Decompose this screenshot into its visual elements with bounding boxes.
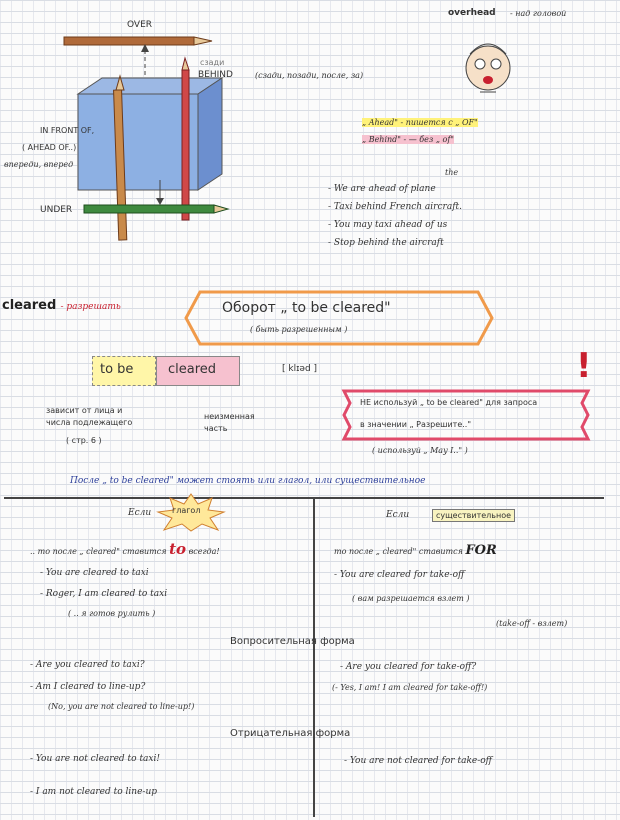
exclamation-mark: ! (576, 346, 592, 386)
label-in-front-of: IN FRONT OF, (40, 126, 95, 135)
cleared-heading (2, 298, 121, 313)
depends-note-2: числа подлежащего (46, 418, 133, 427)
front-gloss: впереди, вперед (4, 160, 74, 169)
unchanged-note-2: часть (204, 424, 228, 433)
turn-banner-frame (178, 288, 496, 348)
pilot-face-icon (458, 30, 518, 106)
if-noun-label: Если (386, 510, 410, 520)
example-2: - Taxi behind French aircraft. (328, 202, 462, 212)
table-top-divider (4, 497, 604, 499)
question-left-3: (No, you are not cleared to line-up!) (48, 702, 195, 711)
overhead-word: overhead (448, 8, 496, 18)
warning-line-1: НЕ используй „ to be cleared" для запроса (360, 398, 538, 407)
transcription: [ klɪəd ] (282, 364, 318, 374)
label-under: UNDER (40, 205, 73, 215)
right-example-1-gloss: ( вам разрешается взлет ) (352, 594, 470, 603)
overhead-gloss: - над головой (510, 9, 567, 18)
behind-gloss: (сзади, позади, после, за) (255, 71, 364, 80)
label-behind: BEHIND (198, 70, 233, 80)
negative-left-1: - You are not cleared to taxi! (30, 754, 160, 764)
negative-right-1: - You are not cleared for take-off (344, 756, 493, 766)
example-1: - We are ahead of plane (328, 184, 436, 194)
label-over: OVER (127, 20, 153, 30)
right-rule-text: то после „ cleared" ставится (334, 547, 463, 556)
label-ahead-of: ( AHEAD OF..) (22, 143, 77, 152)
ahead-note-text: „ Ahead" - пишется с „ OF" (362, 118, 478, 127)
turn-title: Оборот „ to be cleared" (222, 300, 391, 316)
warning-hint: ( используй „ May I.." ) (372, 446, 468, 455)
left-example-1: - You are cleared to taxi (40, 568, 149, 578)
question-form-title: Вопросительная форма (230, 636, 355, 647)
question-right-1: - Are you cleared for take-off? (340, 662, 477, 672)
warning-line-2: в значении „ Разрешите.." (360, 420, 471, 429)
cleared-gloss: - разрешать (60, 302, 121, 312)
left-rule-text: .. то после „ cleared" ставится (30, 547, 167, 556)
question-left-2: - Am I cleared to line-up? (30, 682, 146, 692)
depends-note: зависит от лица и (46, 406, 123, 415)
table-center-divider (313, 497, 315, 817)
to-word: to (169, 540, 187, 558)
left-example-2: - Roger, I am cleared to taxi (40, 589, 168, 599)
box-pencils-illustration (50, 30, 290, 250)
left-rule (30, 540, 220, 558)
ahead-note (362, 118, 478, 127)
examples-list (328, 180, 462, 252)
negative-left-2: - I am not cleared to line-up (30, 787, 158, 797)
cleared-word: cleared (2, 298, 57, 313)
warning-frame (338, 385, 592, 445)
the-note: the (445, 168, 459, 177)
left-example-2-gloss: ( .. я готов рулить ) (68, 609, 156, 618)
right-example-1-gloss-2: (take-off - взлет) (496, 619, 568, 628)
for-word: FOR (465, 543, 497, 558)
behind-note (362, 135, 454, 144)
after-cleared-line: После „ to be cleared" может стоять или глагол, или существительное (70, 476, 426, 486)
to-be-text: to be (100, 362, 134, 377)
verb-word: глагол (172, 506, 201, 515)
noun-word: существительное (432, 509, 515, 522)
behind-note-text: „ Behind" - — без „ of" (362, 135, 454, 144)
right-rule (334, 543, 497, 558)
cleared-text: cleared (168, 362, 217, 377)
question-right-2: (- Yes, I am! I am cleared for take-off!) (332, 683, 488, 692)
negative-form-title: Отрицательная форма (230, 728, 351, 739)
right-example-1: - You are cleared for take-off (334, 570, 465, 580)
unchanged-note: неизменная (204, 412, 255, 421)
if-verb-label: Если (128, 508, 152, 518)
turn-gloss: ( быть разрешенным ) (250, 325, 348, 334)
page-ref: ( стр. 6 ) (66, 436, 102, 445)
example-4: - Stop behind the aircraft (328, 238, 444, 248)
label-behind-small: сзади (200, 58, 225, 67)
always-word: всегда! (188, 547, 220, 556)
question-left-1: - Are you cleared to taxi? (30, 660, 145, 670)
example-3: - You may taxi ahead of us (328, 220, 448, 230)
